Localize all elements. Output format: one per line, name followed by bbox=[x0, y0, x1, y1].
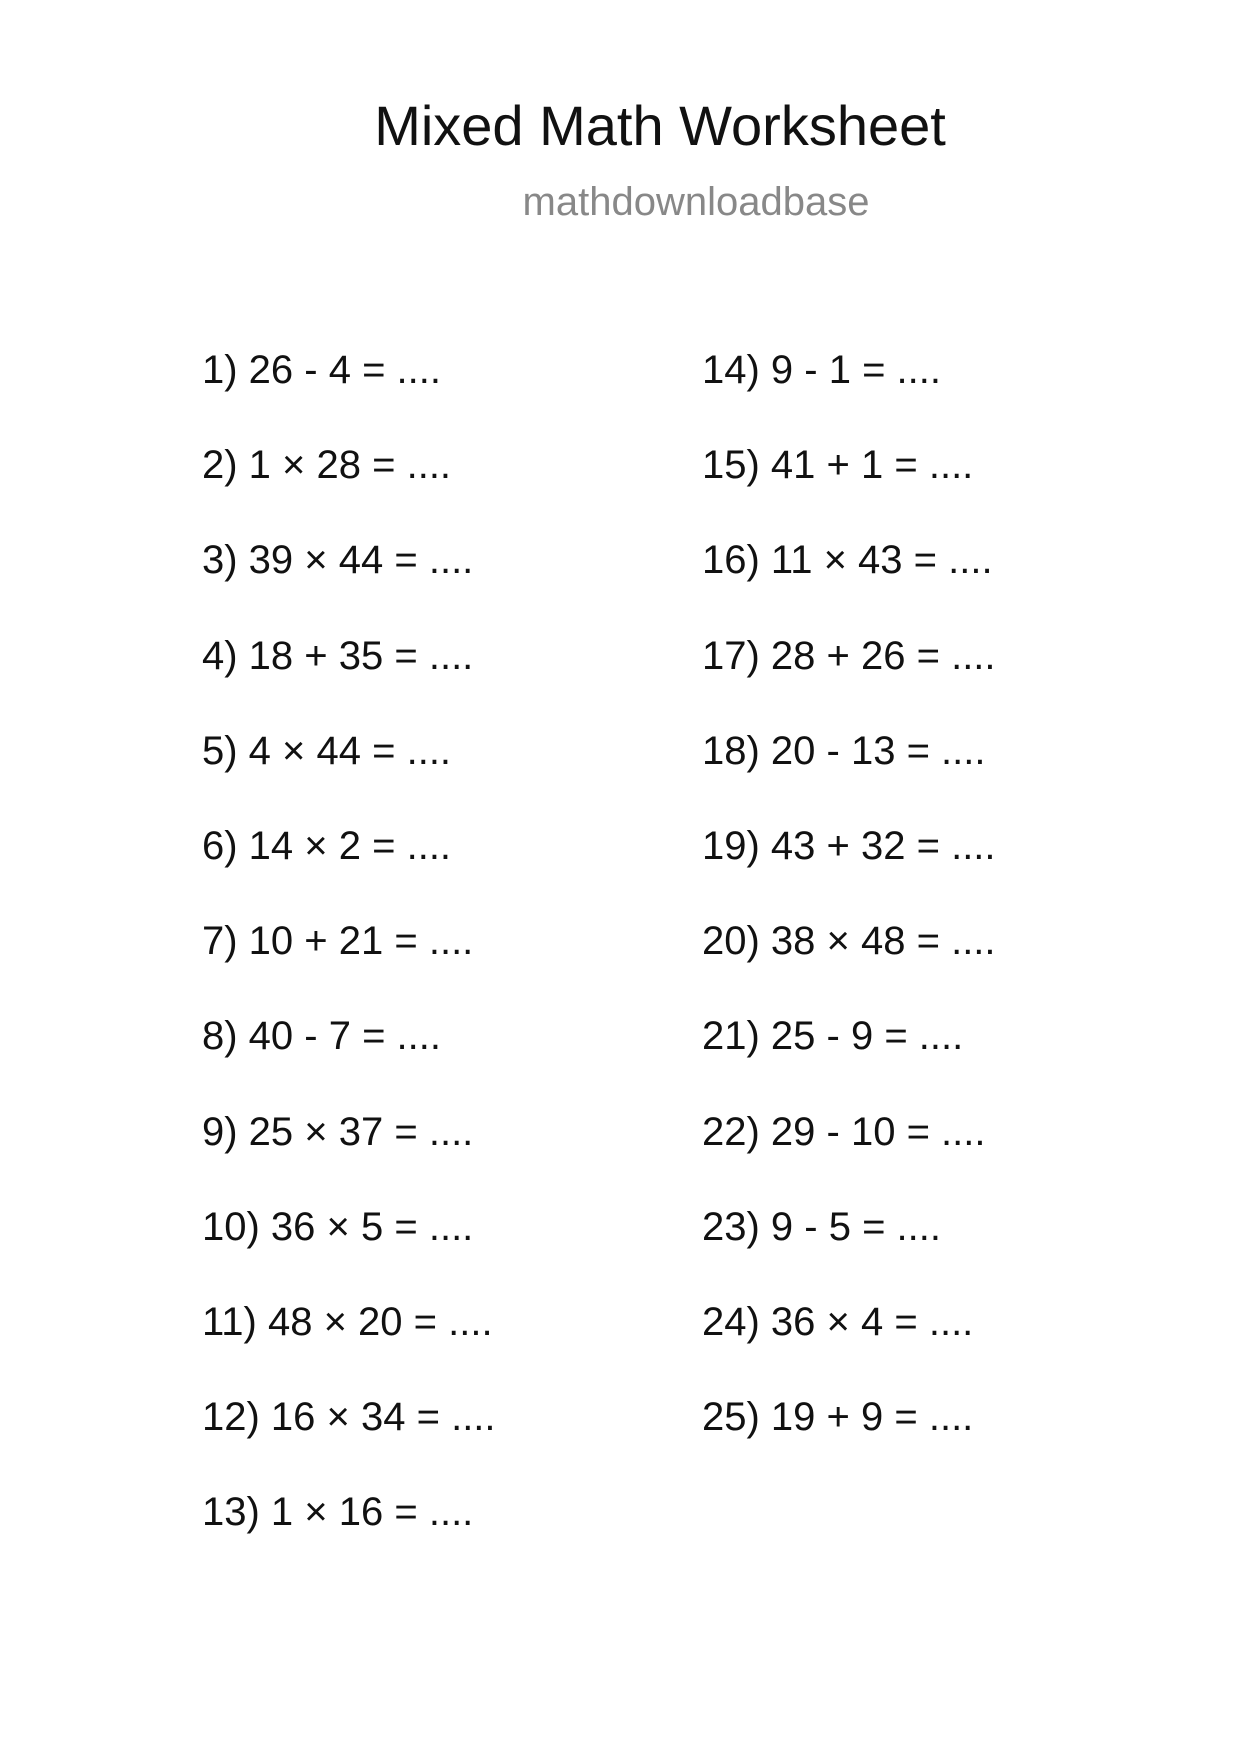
math-problem: 24) 36 × 4 = .... bbox=[702, 1299, 974, 1344]
math-problem: 1) 26 - 4 = .... bbox=[202, 348, 442, 392]
math-problem: 18) 20 - 13 = .... bbox=[702, 728, 986, 773]
math-problem: 12) 16 × 34 = .... bbox=[202, 1395, 496, 1440]
math-problem: 14) 9 - 1 = .... bbox=[702, 348, 942, 392]
math-problem: 20) 38 × 48 = .... bbox=[702, 919, 996, 964]
math-problem: 22) 29 - 10 = .... bbox=[702, 1109, 986, 1154]
math-problem: 23) 9 - 5 = .... bbox=[702, 1204, 942, 1249]
math-problem: 8) 40 - 7 = .... bbox=[202, 1014, 442, 1059]
math-problem: 9) 25 × 37 = .... bbox=[202, 1109, 474, 1154]
math-problem: 7) 10 + 21 = .... bbox=[202, 919, 474, 964]
problem-column-right bbox=[702, 350, 996, 1492]
math-problem: 2) 1 × 28 = .... bbox=[202, 443, 452, 488]
math-problem: 5) 4 × 44 = .... bbox=[202, 728, 452, 773]
math-problem: 13) 1 × 16 = .... bbox=[202, 1490, 474, 1535]
math-problem: 10) 36 × 5 = .... bbox=[202, 1204, 474, 1249]
math-problem: 21) 25 - 9 = .... bbox=[702, 1014, 964, 1059]
math-problem: 19) 43 + 32 = .... bbox=[702, 823, 996, 868]
page-title: Mixed Math Worksheet bbox=[374, 94, 946, 157]
math-problem: 11) 48 × 20 = .... bbox=[202, 1299, 493, 1344]
math-problem: 25) 19 + 9 = .... bbox=[702, 1395, 974, 1440]
math-problem: 6) 14 × 2 = .... bbox=[202, 823, 452, 868]
math-problem: 17) 28 + 26 = .... bbox=[702, 633, 996, 678]
math-problem: 3) 39 × 44 = .... bbox=[202, 538, 474, 583]
math-problem: 16) 11 × 43 = .... bbox=[702, 538, 993, 583]
problem-column-left bbox=[202, 350, 496, 1587]
page-subtitle: mathdownloadbase bbox=[522, 180, 870, 224]
math-problem: 4) 18 + 35 = .... bbox=[202, 633, 474, 678]
math-problem: 15) 41 + 1 = .... bbox=[702, 443, 974, 488]
